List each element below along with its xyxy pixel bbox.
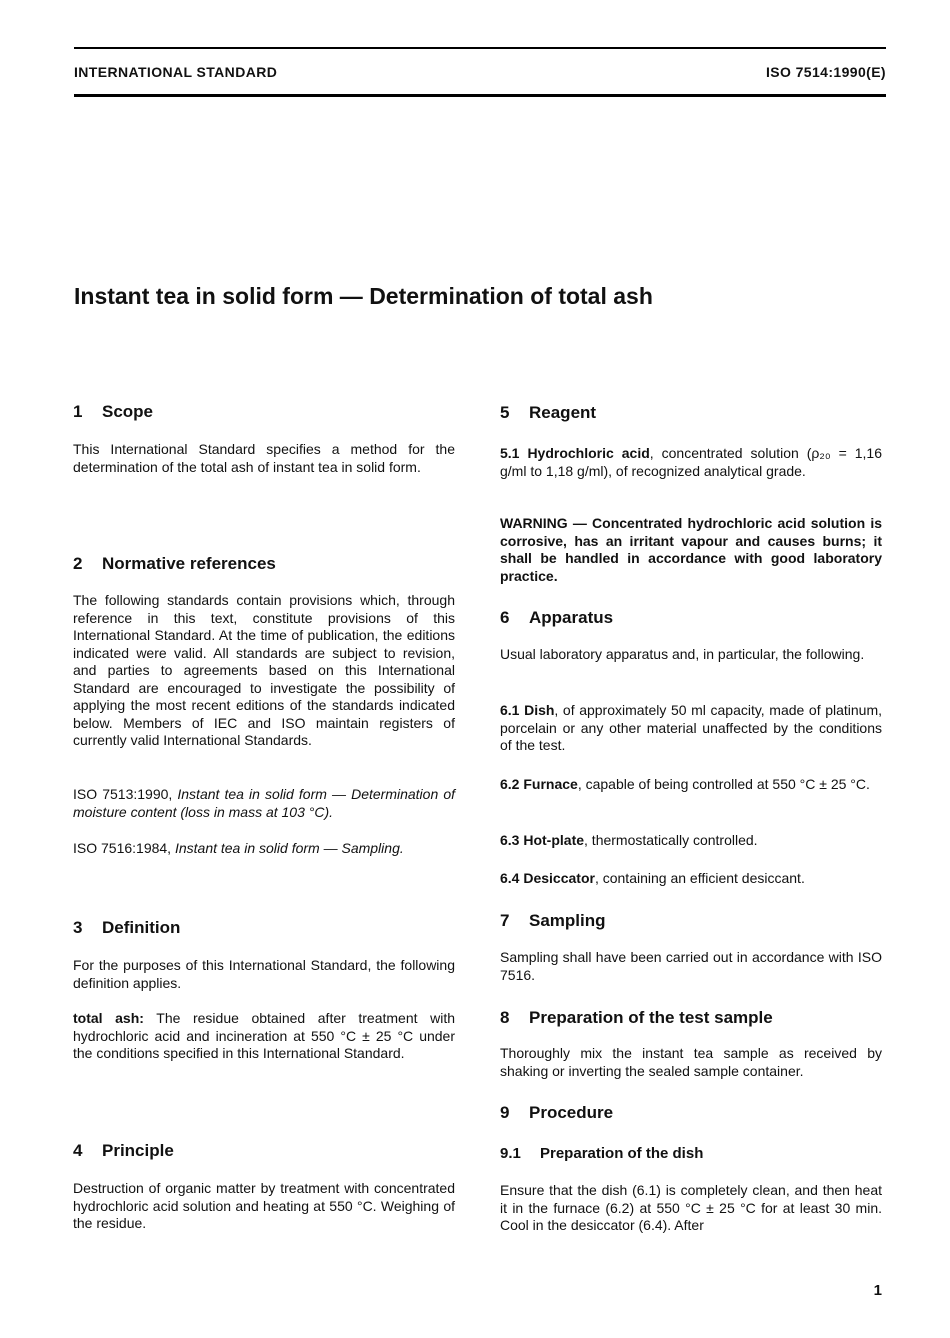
- page-number: 1: [873, 1282, 882, 1299]
- section-4-heading: 4 Principle: [73, 1141, 174, 1160]
- section-1-text: This International Standard specifies a method for the determination of the total ash of instant tea in solid form.: [73, 441, 455, 475]
- reference-iso-7516: ISO 7516:1984, Instant tea in solid form — Sampling.: [73, 840, 404, 856]
- section-8-heading: 8 Preparation of the test sample: [500, 1008, 773, 1027]
- apparatus-6-4: 6.4 Desiccator, containing an efficient desiccant.: [500, 870, 805, 886]
- document-title: Instant tea in solid form — Determination of total ash: [74, 283, 653, 309]
- section-4-text: Destruction of organic matter by treatment with concentrated hydrochloric acid solution and heating at 550 °C. Weighing of the residue.: [73, 1180, 455, 1231]
- subsection-9-1-heading: 9.1 Preparation of the dish: [500, 1145, 704, 1162]
- apparatus-6-1: 6.1 Dish, of approximately 50 ml capacity, made of platinum, porcelain or any other material unaffected by the conditions of the test.: [500, 702, 883, 753]
- header-bottom-rule: [74, 94, 886, 97]
- reagent-5-1: 5.1 Hydrochloric acid, concentrated solution (ρ₂₀ = 1,16 g/ml to 1,18 g/ml), of recognized analytical grade.: [500, 445, 882, 479]
- section-3-heading: 3 Definition: [73, 918, 181, 937]
- warning-text: WARNING — Concentrated hydrochloric acid solution is corrosive, has an irritant vapour and causes burns; it shall be handled in accordance with good laboratory practice.: [500, 515, 882, 584]
- section-1-heading: 1 Scope: [73, 402, 154, 421]
- section-7-heading: 7 Sampling: [500, 911, 606, 930]
- subsection-9-1-text: Ensure that the dish (6.1) is completely clean, and then heat it in the furnace (6.2) at 550 °C ± 25 °C for at least 30 min. Cool in the desiccator (6.4). After: [500, 1182, 882, 1233]
- header-standard-number: ISO 7514:1990(E): [765, 64, 886, 80]
- section-3-text: For the purposes of this International Standard, the following definition applies.: [73, 957, 455, 991]
- section-2-text: The following standards contain provisions which, through reference in this text, constitute provisions of this International Standard. At the time of publication, the editions indicated were valid. All standards are subject to revision, and parties to agreements based on this International Standard are encouraged to investigate the possibility of applying the most recent editions of the standards indicated below. Members of IEC and ISO maintain registers of currently valid International Standards.: [73, 592, 455, 748]
- section-2-heading: 2 Normative references: [73, 554, 276, 573]
- definition-total-ash: total ash: The residue obtained after treatment with hydrochloric acid and incineration at 550 °C ± 25 °C under the conditions specified in this International Standard.: [73, 1010, 455, 1061]
- reference-iso-7513: ISO 7513:1990, Instant tea in solid form — Determination of moisture content (loss in mass at 103 °C).: [73, 786, 456, 820]
- section-5-heading: 5 Reagent: [500, 403, 597, 422]
- section-6-heading: 6 Apparatus: [500, 608, 614, 627]
- section-8-text: Thoroughly mix the instant tea sample as received by shaking or inverting the sealed sample container.: [500, 1045, 882, 1079]
- header-top-rule: [74, 47, 886, 49]
- section-9-heading: 9 Procedure: [500, 1103, 614, 1122]
- section-6-text: Usual laboratory apparatus and, in particular, the following.: [500, 646, 865, 662]
- apparatus-6-3: 6.3 Hot-plate, thermostatically controlled.: [500, 832, 758, 848]
- apparatus-6-2: 6.2 Furnace, capable of being controlled at 550 °C ± 25 °C.: [500, 776, 870, 792]
- header-document-type: INTERNATIONAL STANDARD: [74, 64, 278, 80]
- section-7-text: Sampling shall have been carried out in accordance with ISO 7516.: [500, 949, 882, 983]
